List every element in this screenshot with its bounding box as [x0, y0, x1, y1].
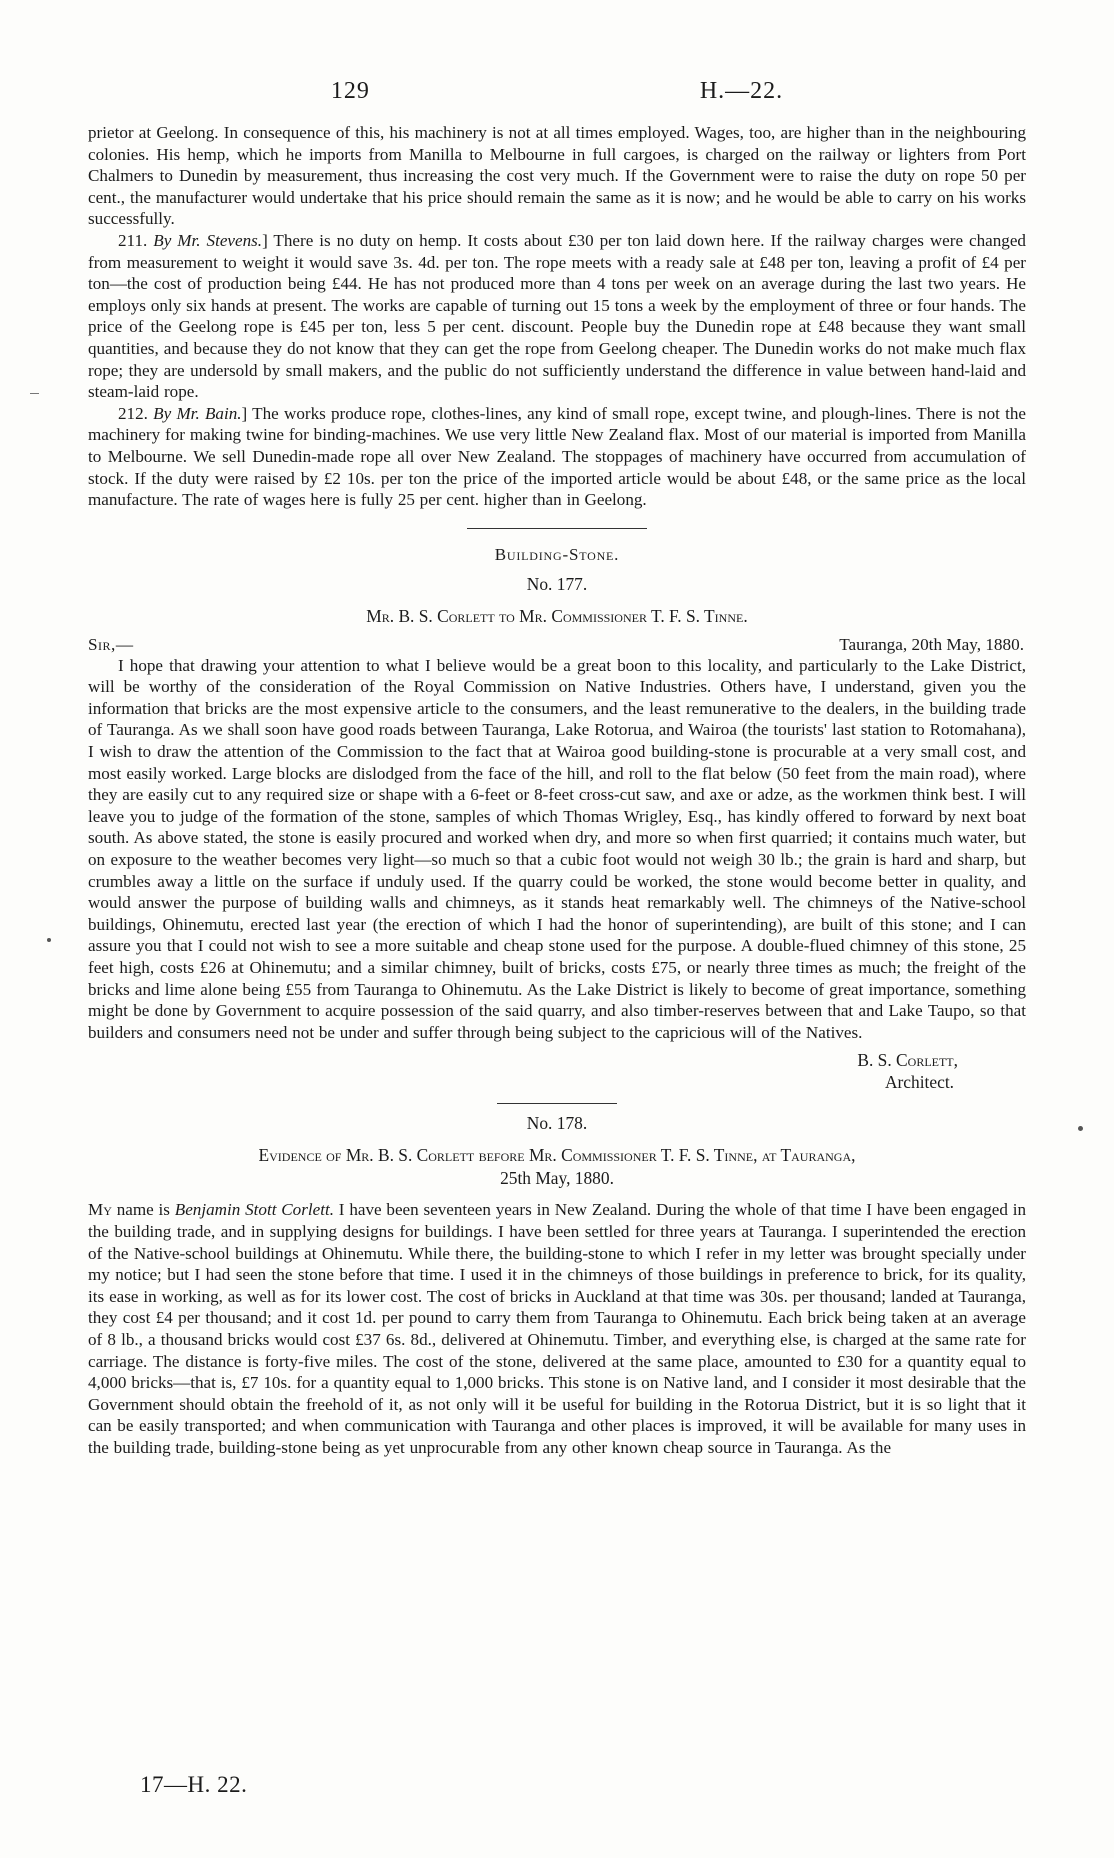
evidence-body-text: I have been seventeen years in New Zealand. During the whole of that time I have been engaged in the building trade, and in supplying designs for buildings. I have been settled for three years at Tauranga. I superintended the erection of the Native-school buildings at Ohinemutu. While there, the building-stone to which I refer in my letter was brought specially under my notice; but I had seen the stone before that time. I used it in the chimneys of those buildings in preference to brick, for its quality, its ease in working, as well as for its lower cost. The cost of bricks in Auckland at that time was 30s. per thousand; landed at Tauranga, they cost £4 per thousand; and it cost 1d. per pound to carry them from Tauranga to Ohinemutu. Each brick being taken at an average of 8 lb., a thousand bricks would cost £37 6s. 8d., delivered at Ohinemutu. Timber, and everything else, is charged at the same rate for carriage. The distance is forty-five miles. The cost of the stone, delivered at the same place, amounted to £30 for a quantity equal to 4,000 bricks—that is, £7 10s. for a quantity equal to 1,000 bricks. This stone is on Native land, and I consider it most desirable that the Government should obtain the freehold of it, as not only will it be useful for building in the Rotorua District, but it is so light that it can be easily transported; and when communication with Tauranga and other places is improved, it will be available for many uses in the building trade, building-stone being as yet unprocurable from any other known cheap source in Tauranga. As the	[88, 1200, 1026, 1457]
paragraph-212-number: 212.	[118, 403, 148, 423]
document-code: H.—22.	[699, 78, 784, 104]
letter-signature-role: Architect.	[884, 1072, 954, 1093]
evidence-heading-line1: Evidence of Mr. B. S. Corlett before Mr. Commissioner T. F. S. Tinne, at Tauranga,	[258, 1145, 856, 1166]
paragraph-212-text: ] The works produce rope, clothes-lines, any kind of small rope, except twine, and plough-lines. There is not the machinery for making twine for binding-machines. We use very little New Zealand flax. Most of our material is imported from Manilla to Melbourne. We sell Dunedin-made rope all over New Zealand. The stoppages of machinery have occurred from accumulation of stock. If the duty were raised by £2 10s. per ton the price of the imported article would be about £48, or the same price as the local manufacture. The rate of wages here is fully 25 per cent. higher than in Geelong.	[88, 403, 1027, 510]
section-divider-rule	[467, 528, 647, 529]
evidence-lead-in: My	[88, 1200, 112, 1220]
section-divider-rule-short	[497, 1103, 617, 1104]
paragraph-continued: prietor at Geelong. In consequence of this, his machinery is not at all times employed. Wages, too, are higher than in the neighbouring colonies. His hemp, which he imports from Manilla to Melbourne in full cargoes, is charged on the railway or lighters from Port Chalmers to Dunedin by measurement, thus increasing the cost very much. If the Government were to raise the duty on rope 50 per cent., the manufacturer would undertake that his price should remain the same as it is now; and he would be able to carry on his works successfully.	[88, 123, 1026, 229]
letter-salutation-row	[88, 635, 1026, 655]
evidence-body-pre-name: name is	[111, 1200, 175, 1220]
document-content	[88, 122, 1026, 1459]
paragraph-211-text: ] There is no duty on hemp. It costs about £30 per ton laid down here. If the railway charges were changed from measurement to weight it would save 3s. 4d. per ton. The rope meets with a ready sale at £48 per ton, leaving a profit of £4 per ton—the cost of production being £44. He has not produced more than 4 tons per week on an average during the last two years. He employs only six hands at present. The works are capable of turning out 15 tons a week by the employment of three or four hands. The price of the Geelong rope is £45 per ton, less 5 per cent. discount. People buy the Dunedin rope at £48 because they want small quantities, and because they do not know that they can get the rope from Geelong cheaper. The Dunedin works do not make much flax rope; they are undersold by small makers, and the public do not sufficiently understand the difference in value between hand-laid and steam-laid rope.	[88, 230, 1026, 402]
evidence-body	[88, 1199, 1026, 1458]
paragraph-211	[88, 230, 1026, 403]
letter-body: I hope that drawing your attention to what I believe would be a great boon to this locality, and particularly to the Lake District, will be worthy of the consideration of the Royal Commission on Native Industries. Others have, I understand, given you the information that bricks are the most expensive article to the consumers, and the least remunerative to the dealers, in the building trade of Tauranga. As we shall soon have good roads between Tauranga, Lake Rotorua, and Wairoa (the tourists' last station to Rotomahana), I wish to draw the attention of the Commission to the fact that at Wairoa good building-stone is procurable at a very small cost, and most easily worked. Large blocks are dislodged from the face of the hill, and roll to the flat below (50 feet from the main road), where they are easily cut to any required size or shape with a 6-feet or 8-feet cross-cut saw, and axe or adze, as the workmen think best. I will leave you to judge of the formation of the stone, samples of which Thomas Wrigley, Esq., has kindly offered to forward by next boat south. As above stated, the stone is easily procured and worked when dry, and more so when first quarried; it contains much water, but on exposure to the weather becomes very light—so much so that a cubic foot would not weigh 30 lb.; the grain is hard and sharp, but crumbles away a little on the surface if unduly used. If the quarry could be worked, the stone would become better in quality, and would answer the purpose of building walls and chimneys, as it stands heat remarkably well. The chimneys of the Native-school buildings, Ohinemutu, erected last year (the erection of which I had the honor of superintending), are built of this stone; and I can assure you that I could not wish to see a more suitable and cheap stone used for the purpose. A double-flued chimney of this stone, 25 feet high, costs £26 at Ohinemutu; and a similar chimney, built of bricks, costs £75, or nearly three times as much; the freight of the bricks and lime alone being £55 from Tauranga to Ohinemutu. As the Lake District is likely to become of great importance, something might be done by Government to acquire possession of the said quarry, and also timber-reserves between that and Lake Taupo, so that builders and consumers need not be under and suffer through being subject to the capricious will of the Natives.	[88, 655, 1026, 1042]
evidence-heading	[88, 1144, 1026, 1190]
paragraph-211-number: 211.	[118, 230, 148, 250]
paragraph-211-attribution: By Mr. Stevens.	[153, 230, 263, 250]
margin-tick-mark	[30, 393, 39, 394]
letter-signature	[88, 1049, 1026, 1093]
evidence-heading-line2: 25th May, 1880.	[500, 1168, 614, 1189]
page-number: 129	[330, 78, 370, 104]
section2-number: No. 178.	[526, 1113, 588, 1134]
margin-dot-right	[1078, 1126, 1083, 1131]
paragraph-212-attribution: By Mr. Bain.	[153, 403, 242, 423]
margin-dot-left	[47, 938, 51, 942]
section-title: Building-Stone.	[494, 544, 620, 564]
letter-addressing-line: Mr. B. S. Corlett to Mr. Commissioner T. F. S. Tinne.	[366, 605, 748, 626]
page-footer-signature: 17—H. 22.	[140, 1772, 248, 1797]
witness-name: Benjamin Stott Corlett.	[174, 1200, 334, 1220]
section-number: No. 177.	[526, 573, 588, 594]
page-header	[0, 78, 1114, 105]
letter-place-date: Tauranga, 20th May, 1880.	[839, 634, 1024, 654]
letter-salutation: Sir,—	[88, 634, 134, 654]
paragraph-212	[88, 403, 1026, 511]
letter-signature-name: B. S. Corlett,	[857, 1050, 958, 1071]
